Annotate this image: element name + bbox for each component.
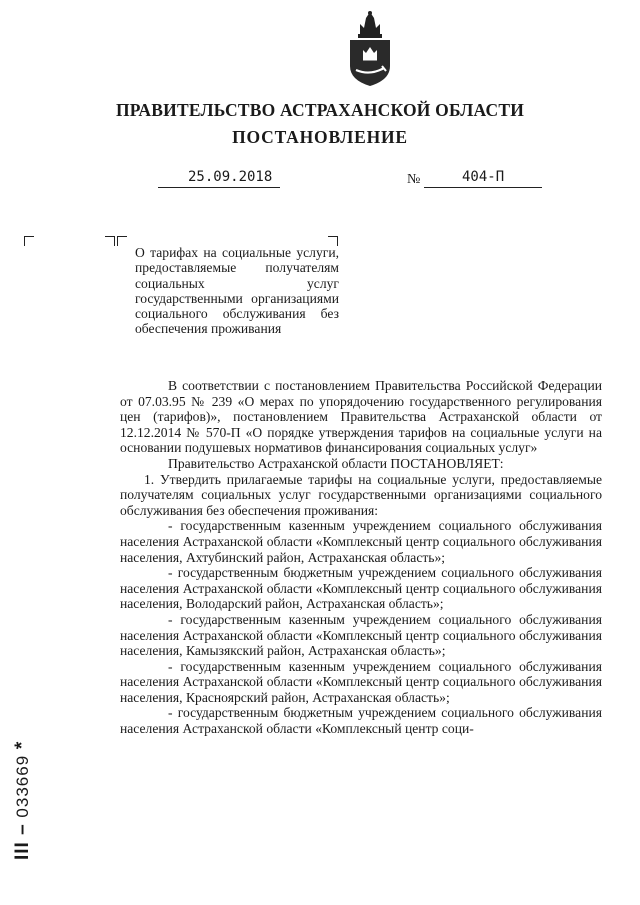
- subject-title: О тарифах на социальные услуги, предоставляемые получателям социальных услуг государственными организациями социального обслуживания без обеспечения проживания: [135, 245, 339, 337]
- document-body: [120, 378, 602, 737]
- serial-number: 033669: [13, 754, 32, 818]
- list-item: - государственным казенным учреждением социального обслуживания населения Астраханской области «Комплексный центр социального обслуживания населения, Камызякский район, Астраханская область»;: [120, 611, 602, 659]
- point-1-paragraph: 1. Утвердить прилагаемые тарифы на социальные услуги, предоставляемые получателям социальных услуг государственными организациями социального обслуживания без обеспечения проживания:: [120, 471, 602, 518]
- list-item: - государственным казенным учреждением социального обслуживания населения Астраханской области «Комплексный центр социального обслуживания населения, Красноярский район, Астраханская область»;: [120, 658, 602, 705]
- form-serial-number: [6, 700, 38, 860]
- list-item: - государственным казенным учреждением социального обслуживания населения Астраханской области «Комплексный центр социального обслуживания населения, Ахтубинский район, Астраханская область»;: [120, 518, 602, 565]
- number-label: №: [407, 172, 421, 187]
- serial-prefix: ІІІ –: [12, 823, 33, 860]
- serial-mark: *: [12, 740, 33, 750]
- number-underline: [424, 187, 542, 188]
- corner-mark-mid-left: [117, 236, 127, 246]
- corner-mark-mid-right: [105, 236, 115, 246]
- date-underline: [158, 187, 280, 188]
- document-date: 25.09.2018: [188, 169, 273, 185]
- document-number: 404-П: [462, 169, 505, 185]
- list-item: - государственным бюджетным учреждением социального обслуживания населения Астраханской области «Комплексный центр социального обслуживания населения, Володарский район, Астраханская область»;: [120, 565, 602, 612]
- corner-mark-top-left: [24, 236, 34, 246]
- coat-of-arms-icon: [344, 10, 396, 88]
- list-item: - государственным бюджетным учреждением социального обслуживания населения Астраханской области «Комплексный центр соци-: [120, 705, 602, 737]
- document-type: ПОСТАНОВЛЕНИЕ: [232, 127, 408, 147]
- resolves-paragraph: Правительство Астраханской области ПОСТАНОВЛЯЕТ:: [168, 455, 504, 471]
- government-title: ПРАВИТЕЛЬСТВО АСТРАХАНСКОЙ ОБЛАСТИ: [115, 100, 525, 120]
- preamble-paragraph: В соответствии с постановлением Правительства Российской Федерации от 07.03.95 № 239 «О мерах по упорядочению государственного регулирования цен (тарифов)», постановлением Правительства Астраханской области от 12.12.2014 № 570-П «О порядке утверждения тарифов на социальные услуги на основании подушевых нормативов финансирования социальных услуг»: [120, 378, 602, 456]
